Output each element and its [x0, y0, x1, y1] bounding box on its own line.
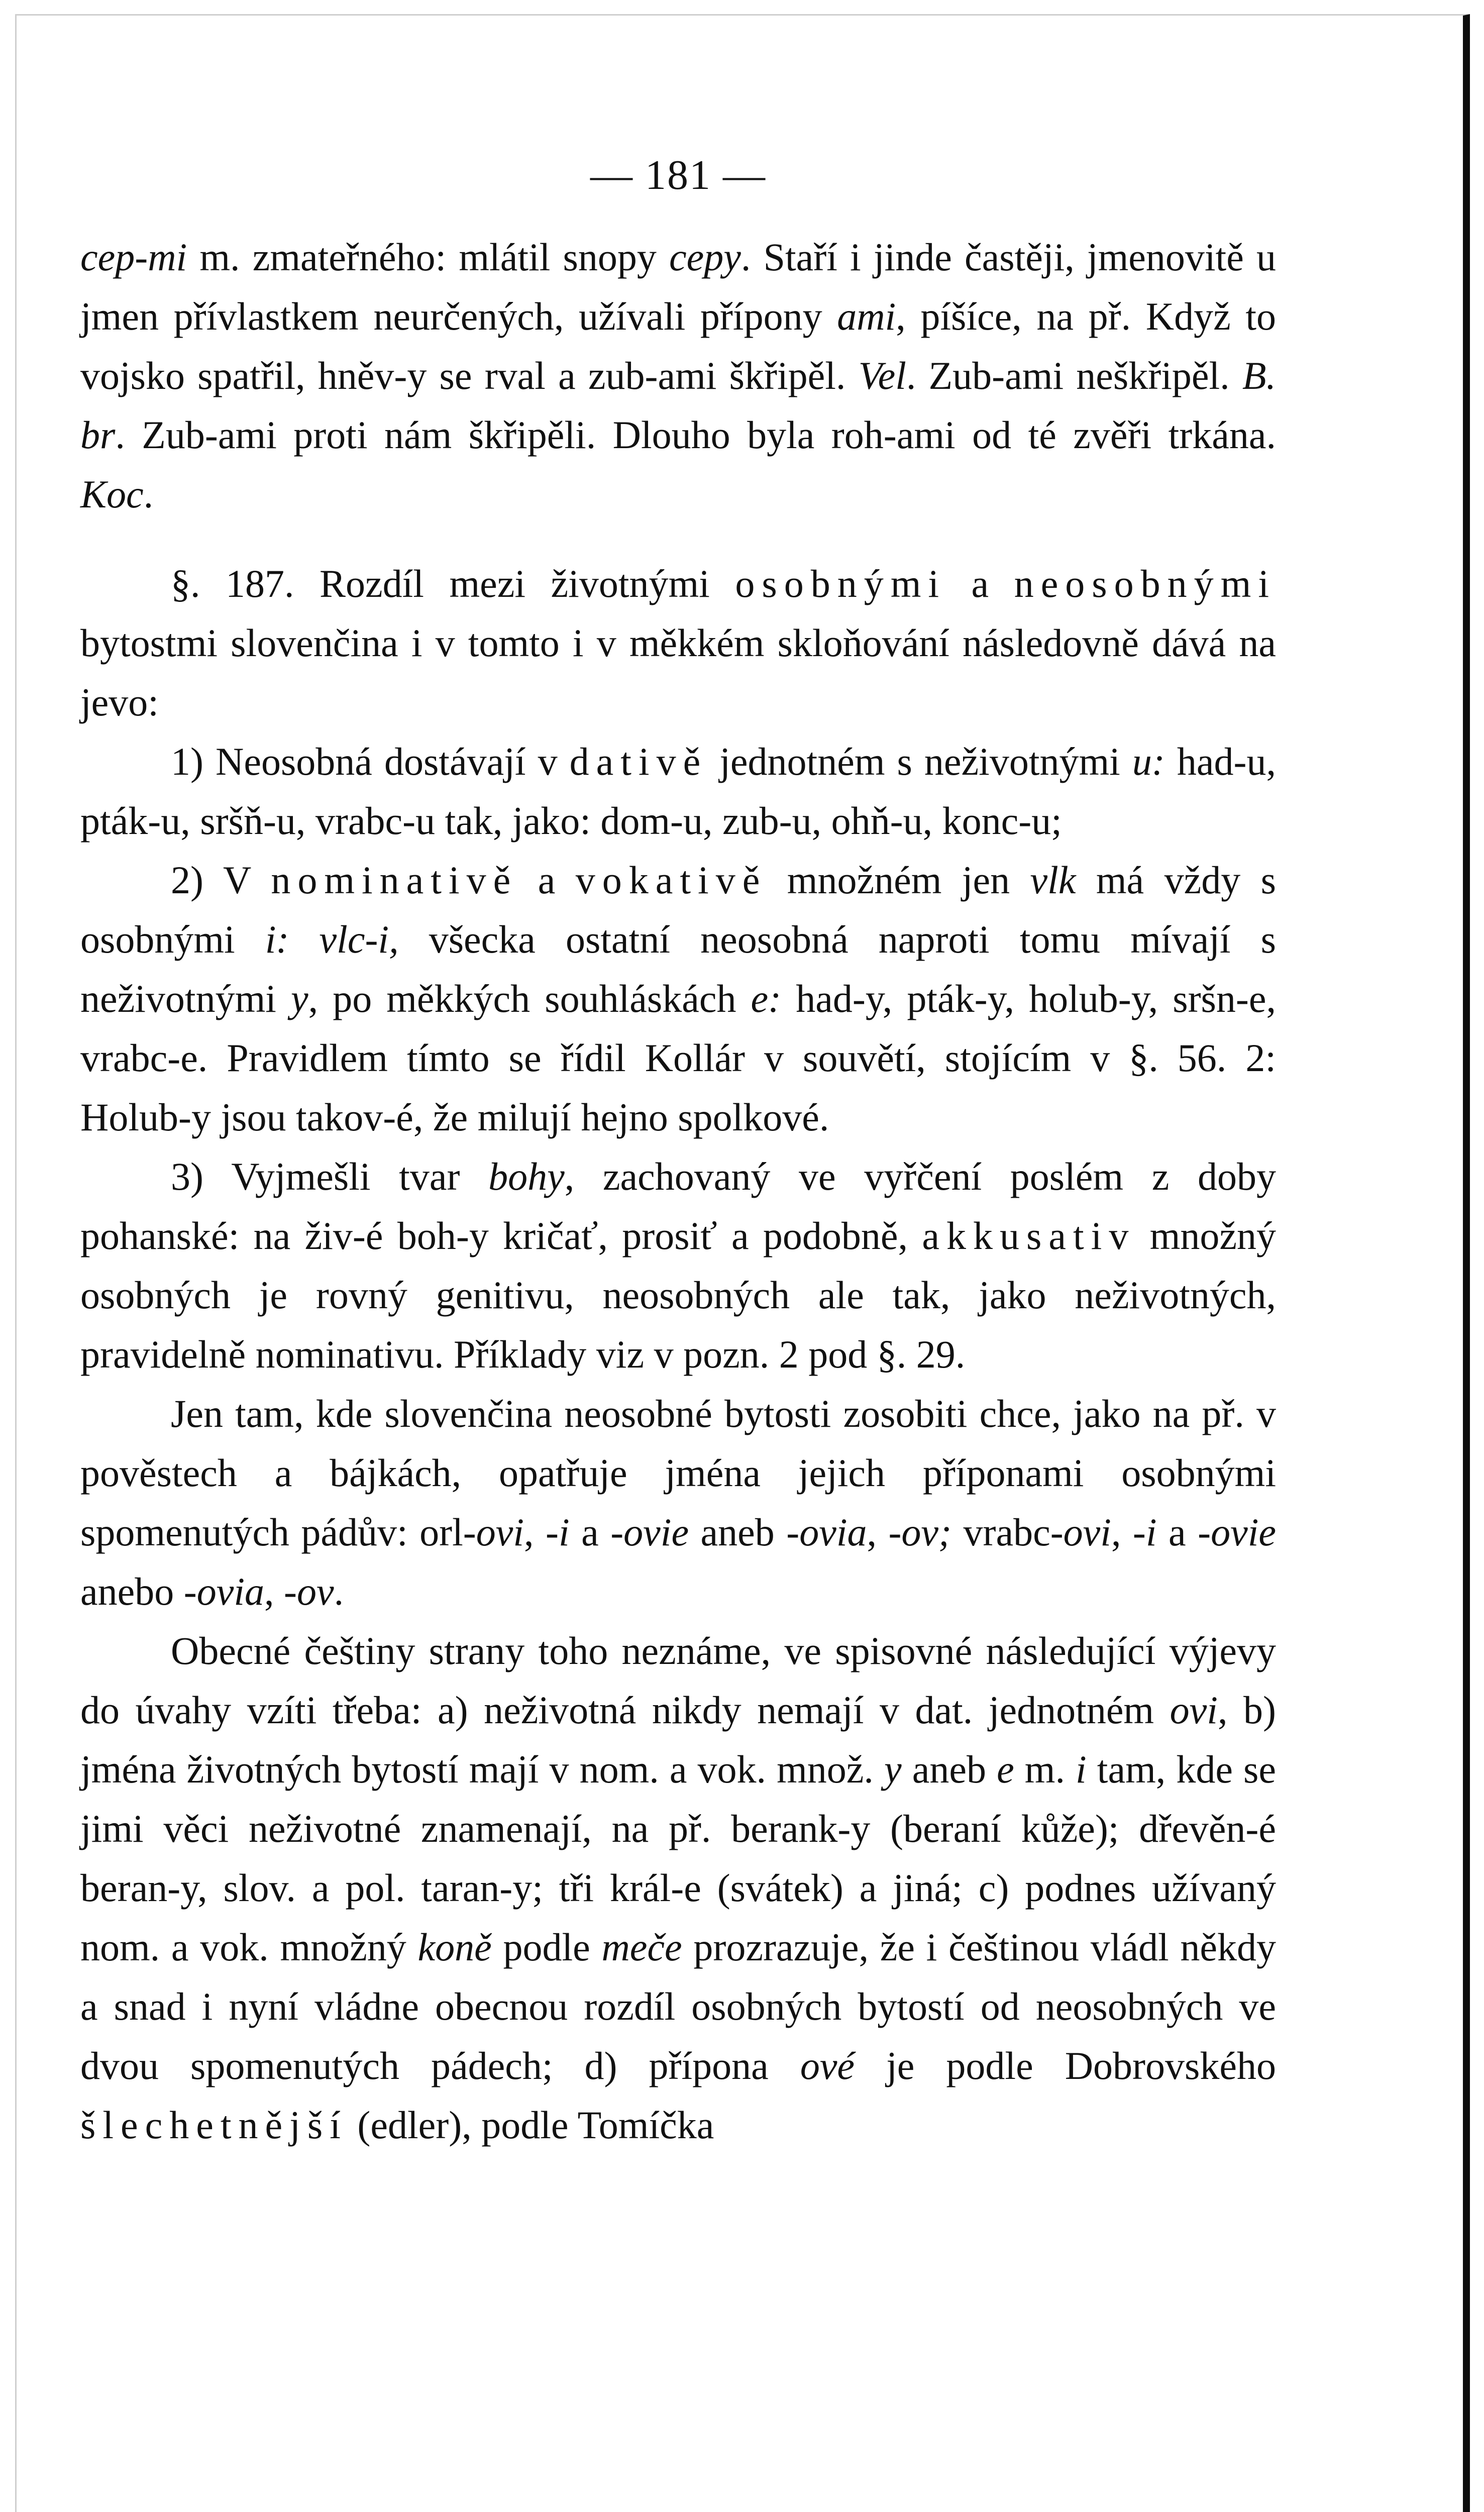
- italic-text: meče: [601, 1925, 682, 1969]
- italic-text: cepy: [669, 235, 741, 279]
- text-run: , zachovaný ve vyřčení poslém z doby pohanské: na živ-é boh-y kričať, prosiť a podobně,: [80, 1155, 1276, 1258]
- text-run: .: [334, 1569, 344, 1613]
- italic-text: i: [1076, 1747, 1087, 1791]
- text-run: ného: mlátil snopy: [359, 235, 670, 279]
- text-run: a: [946, 562, 1014, 605]
- italic-text: e: [997, 1747, 1014, 1791]
- text-run: 2) V: [171, 858, 271, 902]
- page-body: [80, 228, 1276, 2155]
- italic-text: Vel: [858, 354, 906, 397]
- text-run: ,: [524, 1510, 546, 1554]
- text-run: a: [1156, 1510, 1198, 1554]
- text-run: 1) Neosobná dostávají v: [171, 740, 570, 783]
- spaced-emphasis-text: vokativě: [575, 858, 767, 902]
- text-run: a: [517, 858, 576, 902]
- spaced-emphasis-text: neosobnými: [1014, 562, 1277, 605]
- italic-text: -ovie: [1198, 1510, 1276, 1554]
- text-run: (edler), podle Tomíčka: [347, 2103, 714, 2147]
- text-run: , píšíce, na př. Když to vojsko spatřil, hněv-y se rval a zub-ami škřipěl.: [80, 294, 1276, 397]
- text-run: bytostmi slovenčina i v tomto i v měkkém skloňování následovně dává na jevo:: [80, 621, 1276, 724]
- spaced-emphasis-text: akkusativ: [922, 1214, 1136, 1258]
- text-run: 3) Vyjmešli tvar: [171, 1155, 489, 1198]
- text-run: anebo: [80, 1569, 184, 1613]
- text-run: má vždy s osobnými: [80, 858, 1277, 961]
- text-run: všecka ostatní neosobná naproti tomu mívají s neživotnými: [80, 917, 1277, 1020]
- italic-text: Koc: [80, 472, 144, 516]
- paragraph-point-2: [80, 851, 1276, 1147]
- italic-text: i: vlc-i,: [265, 917, 399, 961]
- paragraph-section-187: [80, 554, 1276, 732]
- italic-text: koně: [417, 1925, 492, 1969]
- text-run: had-u, pták-u, sršň-u, vrabc-u tak, jako: dom-u, zub-u, ohň-u, konc-u;: [80, 740, 1276, 843]
- text-run: Jen tam, kde slovenčina neosobné bytosti zosobiti chce, jako na př. v pověstech a bájkách, opatřuje jména jejich příponami osobnými spomenutých pádův: orl-: [80, 1392, 1276, 1554]
- text-run: .: [143, 472, 154, 516]
- text-run: ,: [1111, 1510, 1133, 1554]
- italic-text: -ov;: [888, 1510, 952, 1554]
- text-run: množném jen: [767, 858, 1030, 902]
- italic-text: e:: [751, 977, 782, 1020]
- book-page: [80, 146, 1276, 2155]
- text-run: . Staří i jinde častěji, jmenovitě u jmen přívlastkem neurčených, užívali přípony: [80, 235, 1276, 338]
- italic-text: u:: [1132, 740, 1165, 783]
- page-number: — 181 —: [590, 152, 766, 198]
- italic-text: B. br: [80, 354, 1277, 457]
- text-run: ř: [346, 235, 359, 279]
- text-run: vrabc-: [951, 1510, 1064, 1554]
- text-run: podle: [491, 1925, 602, 1969]
- italic-text: -i: [546, 1510, 570, 1554]
- text-run: had-y, pták-y, holub-y, sršn-e, vrabc-e. Pravidlem tímto se řídil Kollár v souvětí, stojícím v §. 56. 2: Holub-y jsou takov-é, že milují hejno spolkové.: [80, 977, 1277, 1139]
- text-run: je podle Dobrovského: [855, 2044, 1276, 2087]
- paragraph-point-3: [80, 1147, 1276, 1384]
- italic-text: vlk: [1030, 858, 1076, 902]
- text-run: Obecné češtiny strany toho neznáme, ve spisovné následující výjevy do úvahy vzíti třeba: a) neživotná nikdy nemají v dat. jednotném: [80, 1629, 1276, 1732]
- text-run: . Zub-ami proti nám škřipěli. Dlouho byla roh-ami od té zvěři trkána.: [115, 413, 1276, 457]
- text-run: , po měkkých souhláskách: [308, 977, 751, 1020]
- italic-text: ovi: [476, 1510, 524, 1554]
- italic-text: -i: [1132, 1510, 1157, 1554]
- italic-text: ovi: [1170, 1688, 1218, 1732]
- text-run: ,: [867, 1510, 889, 1554]
- italic-text: bohy: [488, 1155, 565, 1198]
- text-run: množný osobných je rovný genitivu, neosobných ale tak, jako neživotných, pravidelně nominativu. Příklady viz v pozn. 2 pod §. 29.: [80, 1214, 1276, 1376]
- paragraph-point-1: [80, 732, 1276, 851]
- text-run: aneb: [901, 1747, 997, 1791]
- text-run: tam, kde se jimi věci neživotné znamenají, na př. berank-y (beraní kůže); dřevěn-é beran-y, slov. a pol. taran-y; tři král-e (svátek) a jiná; c) podnes užívaný nom. a vok. množný: [80, 1747, 1277, 1969]
- text-run: . Zub-ami neškřipěl.: [906, 354, 1242, 397]
- text-run: prozrazuje, že i češtinou vládl někdy a snad i nyní vládne obecnou rozdíl osobných bytostí od neosobných ve dvou spomenutých pádech; d) přípona: [80, 1925, 1276, 2087]
- paragraph-para-jen-tam: [80, 1384, 1276, 1621]
- italic-text: -ovie: [610, 1510, 689, 1554]
- text-run: , b) jména životných bytostí mají v nom. a vok. množ.: [80, 1688, 1276, 1791]
- text-run: m. zmate: [187, 235, 346, 279]
- text-run: aneb: [689, 1510, 787, 1554]
- text-run: ,: [264, 1569, 284, 1613]
- paragraph-intro: [80, 228, 1276, 524]
- text-run: a: [569, 1510, 611, 1554]
- spaced-emphasis-text: šlechetnější: [80, 2103, 348, 2147]
- text-run: m.: [1014, 1747, 1076, 1791]
- spaced-emphasis-text: nominativě: [271, 858, 518, 902]
- italic-text: -ovia: [786, 1510, 867, 1554]
- paragraph-para-obecne: [80, 1621, 1276, 2155]
- italic-text: ami: [837, 294, 896, 338]
- spaced-emphasis-text: osobnými: [735, 562, 946, 605]
- italic-text: ové: [800, 2044, 855, 2087]
- italic-text: -ovia: [183, 1569, 265, 1613]
- italic-text: y: [291, 977, 308, 1020]
- text-run: §. 187. Rozdíl mezi životnými: [171, 562, 735, 605]
- text-run: jednotném s neživotnými: [707, 740, 1132, 783]
- italic-text: -ov: [284, 1569, 334, 1613]
- italic-text: y: [884, 1747, 902, 1791]
- italic-text: cep-mi: [80, 235, 187, 279]
- spaced-emphasis-text: dativě: [569, 740, 708, 783]
- italic-text: ovi: [1063, 1510, 1111, 1554]
